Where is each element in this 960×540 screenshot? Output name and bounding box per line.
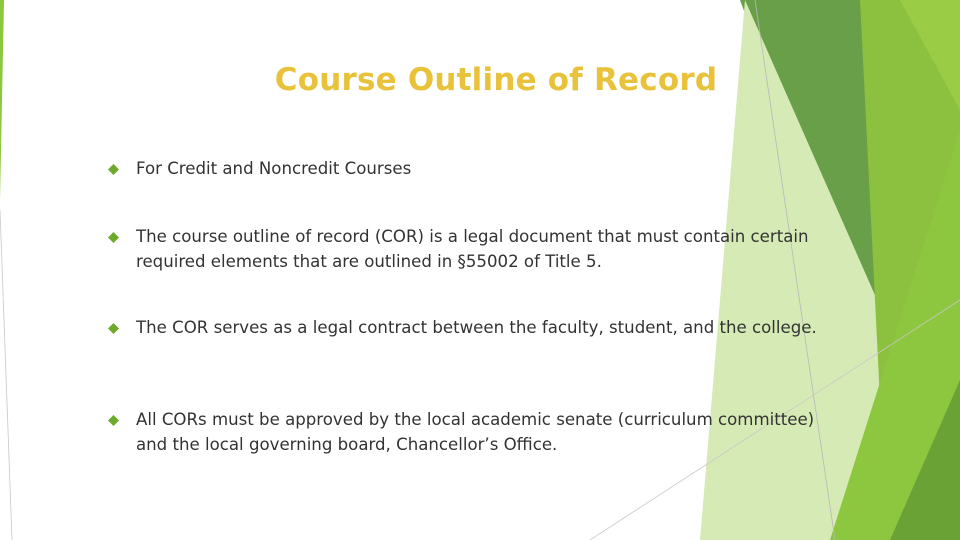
bullet-item (108, 156, 828, 181)
bullet-item (108, 315, 828, 340)
bullet-text: The course outline of record (COR) is a legal document that must contain certain required elements that are outlined in §55002 of Title 5. (136, 227, 809, 271)
bullet-text: For Credit and Noncredit Courses (136, 159, 412, 178)
diamond-icon (108, 323, 119, 334)
diamond-icon (108, 232, 119, 243)
bullet-text: All CORs must be approved by the local academic senate (curriculum committee) and the local governing board, Chancellor’s Office. (136, 410, 815, 454)
slide-title: Course Outline of Record (274, 62, 718, 98)
bullet-text: The COR serves as a legal contract between the faculty, student, and the college. (136, 318, 817, 337)
diamond-icon (108, 415, 119, 426)
bullet-item (108, 224, 828, 274)
left-edge-sliver (0, 0, 4, 200)
diamond-icon (108, 164, 119, 175)
bullet-item (108, 407, 828, 457)
diagonal-line (0, 210, 12, 540)
